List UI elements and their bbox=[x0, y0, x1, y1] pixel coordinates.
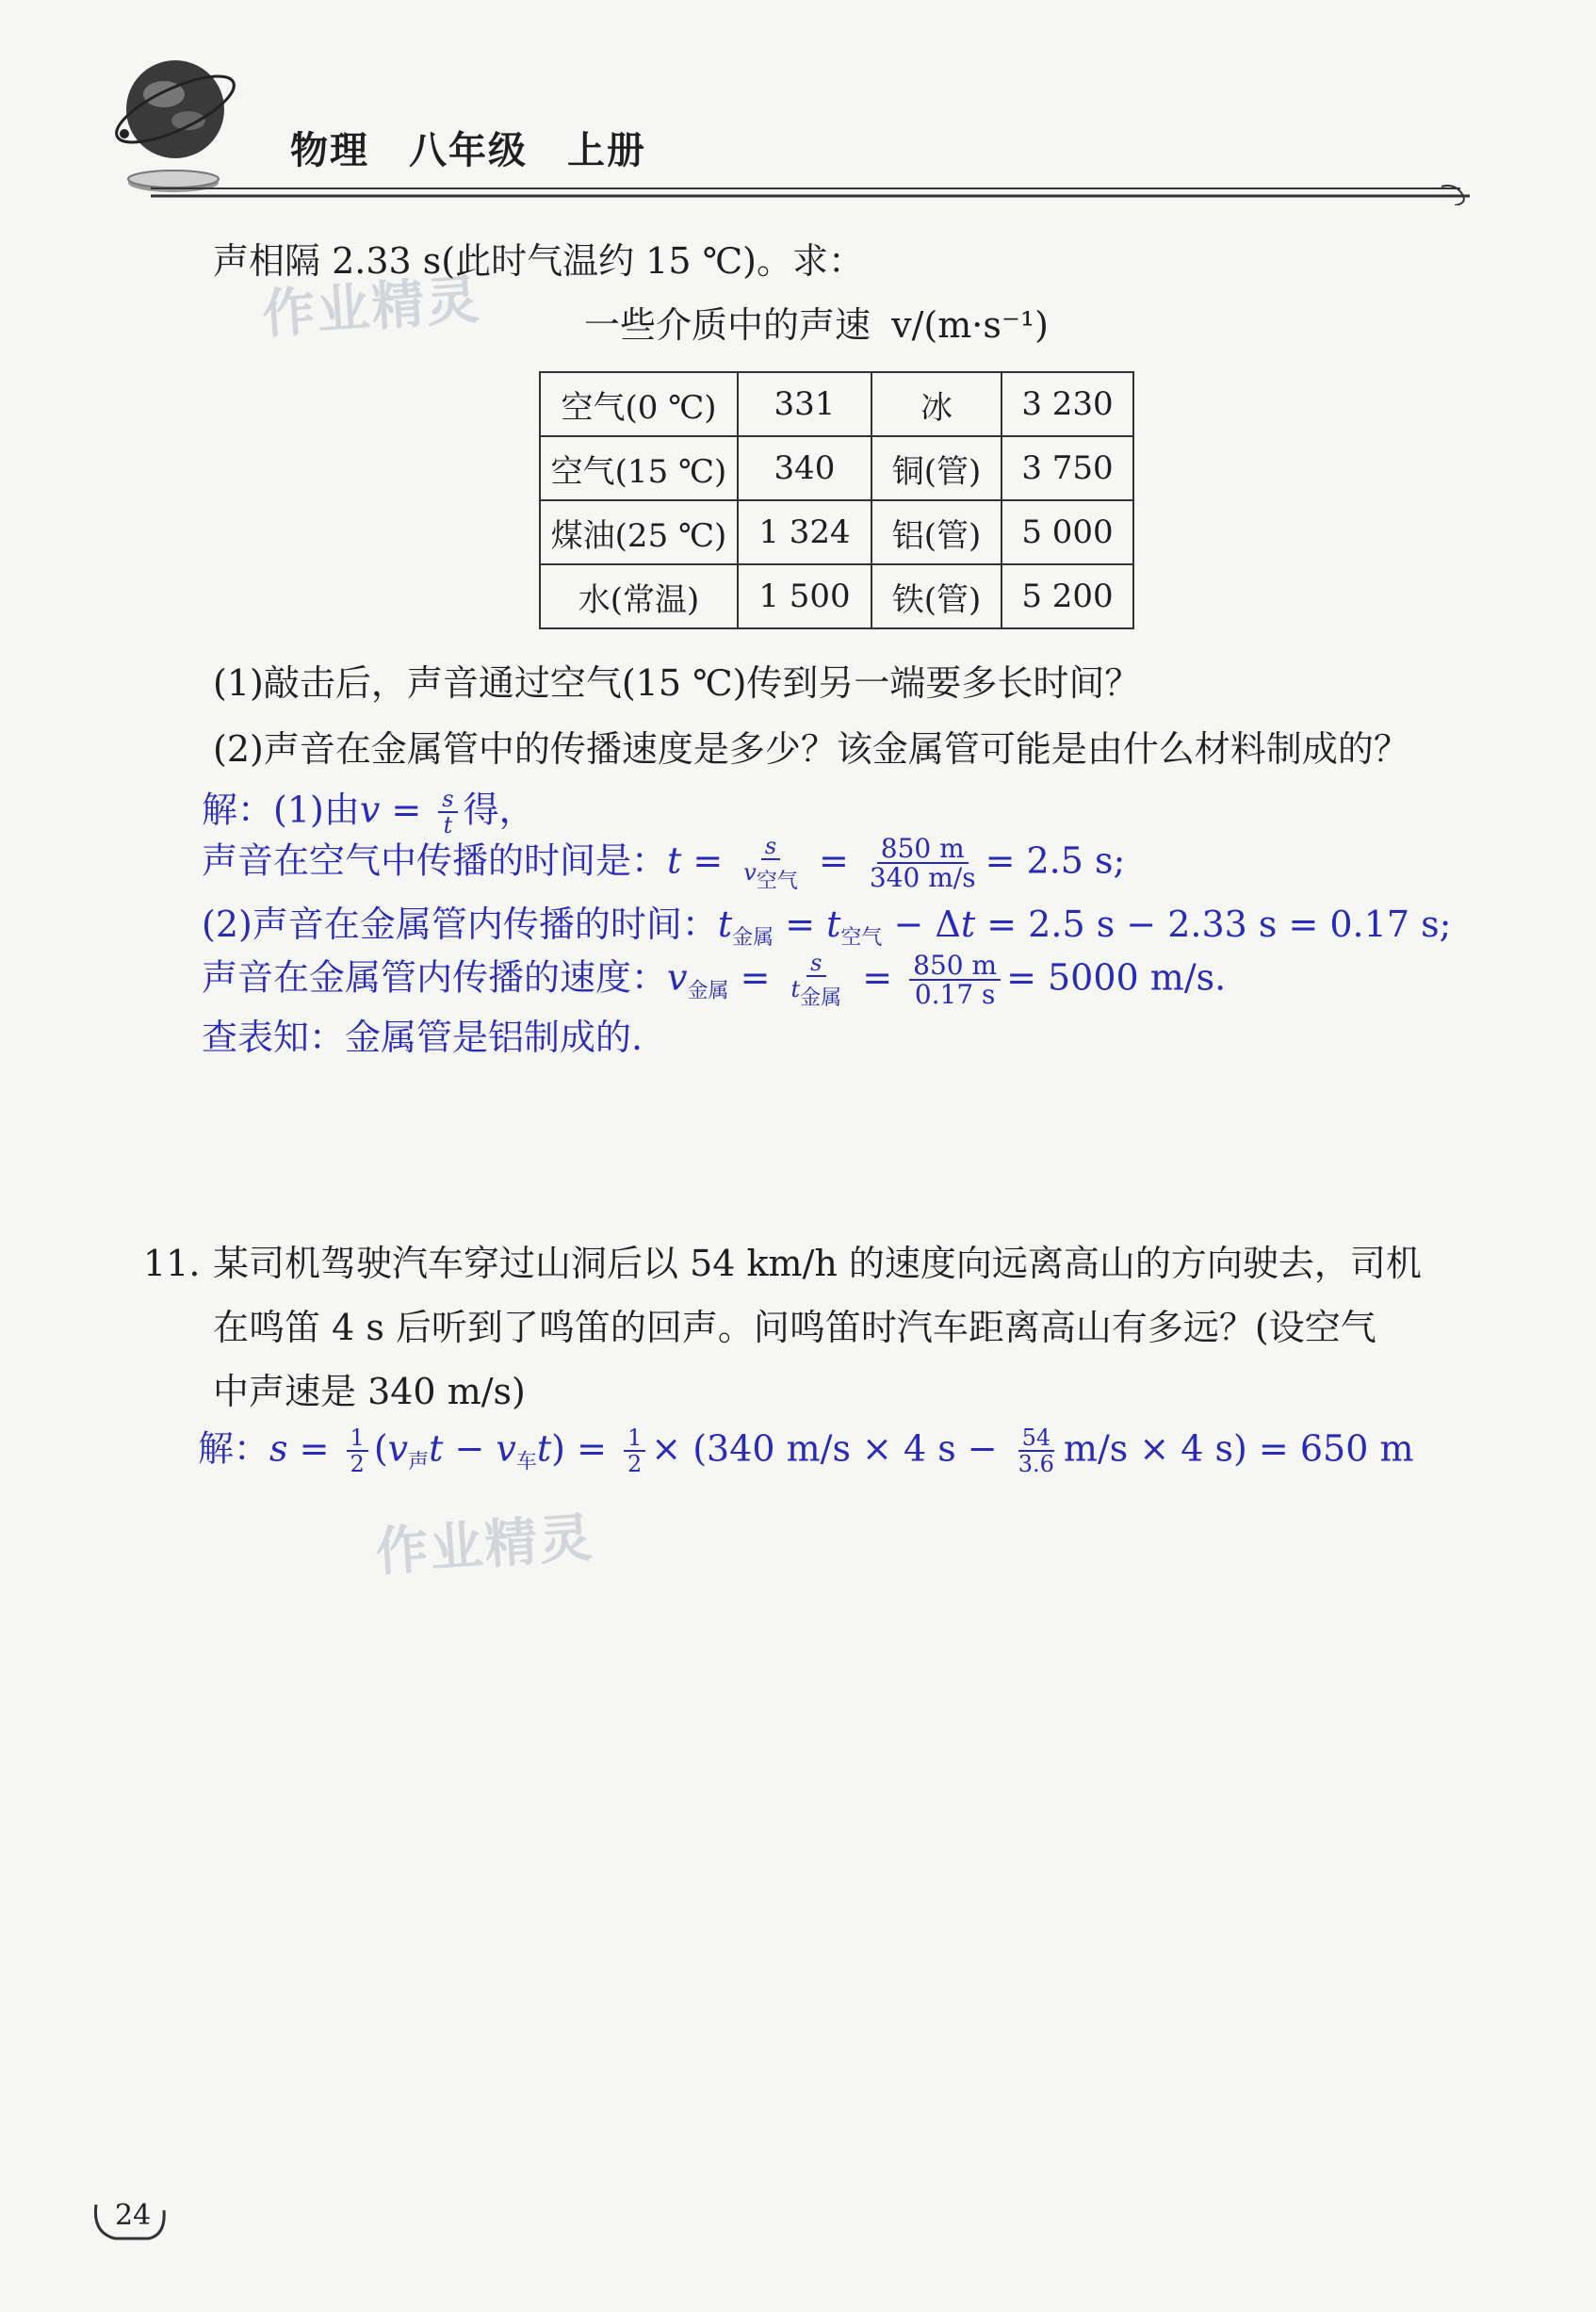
solution-line-1-prefix: 解：(1)由 bbox=[202, 789, 360, 831]
fraction-one-half-a: $\frac{1}{2}$ bbox=[347, 1426, 368, 1477]
table-row bbox=[540, 436, 1133, 500]
table-cell: 空气(0 ℃) bbox=[540, 372, 738, 436]
page-number-badge bbox=[90, 2195, 170, 2244]
solution-11-mid: × (340 m/s × 4 s − bbox=[651, 1427, 998, 1470]
table-cell: 冰 bbox=[871, 372, 1002, 436]
table-cell: 5 000 bbox=[1002, 500, 1133, 564]
q11-line-3: 中声速是 340 m/s) bbox=[213, 1371, 526, 1412]
header-volume: 上册 bbox=[567, 129, 646, 172]
solution-line-2: 声音在空气中传播的时间是：t = $\frac{s}{\text{v空气}}$ = $\frac{850 m}{340 m/s}$ = 2.5 s; bbox=[202, 833, 1126, 894]
fraction-s-over-v-air: $\frac{s}{\text{v空气}}$ bbox=[743, 833, 798, 894]
table-cell: 3 230 bbox=[1002, 372, 1133, 436]
solution-line-2-prefix: 声音在空气中传播的时间是： bbox=[202, 839, 668, 882]
table-row bbox=[540, 500, 1133, 564]
solution-line-4-result: = 5000 m/s. bbox=[1006, 956, 1227, 999]
table-cell: 340 bbox=[738, 436, 871, 500]
solution-line-1: 解：(1)由v = $\frac{s}{t}$ 得， bbox=[202, 786, 535, 839]
question-2: (2)声音在金属管中的传播速度是多少？该金属管可能是由什么材料制成的？ bbox=[213, 728, 1409, 770]
header-rule bbox=[151, 185, 1489, 205]
fraction-s-over-t: $\frac{s}{t}$ bbox=[438, 788, 457, 839]
solution-line-3-prefix: (2)声音在金属管内传播的时间： bbox=[202, 904, 718, 945]
solution-11-prefix: 解： bbox=[198, 1427, 270, 1470]
q11-number: 11. bbox=[143, 1243, 201, 1284]
question-1: (1)敲击后，声音通过空气(15 ℃)传到另一端要多长时间？ bbox=[213, 662, 1141, 704]
solution-line-3-expr: = 2.5 s − 2.33 s = 0.17 s; bbox=[986, 904, 1452, 945]
table-cell: 水(常温) bbox=[540, 564, 738, 628]
table-cell: 1 500 bbox=[738, 564, 871, 628]
table-cell: 3 750 bbox=[1002, 436, 1133, 500]
watermark-2: 作业精灵 bbox=[373, 1506, 596, 1585]
table-caption-prefix: 一些介质中的声速 bbox=[584, 304, 871, 346]
table-cell: 煤油(25 ℃) bbox=[540, 500, 738, 564]
table-cell: 铜(管) bbox=[871, 436, 1002, 500]
header-title bbox=[290, 121, 686, 174]
solution-line-4-prefix: 声音在金属管内传播的速度： bbox=[202, 956, 668, 999]
table-row bbox=[540, 564, 1133, 628]
fraction-54-over-36: $\frac{54}{3.6}$ bbox=[1018, 1425, 1054, 1478]
table-cell: 空气(15 ℃) bbox=[540, 436, 738, 500]
solution-line-3: (2)声音在金属管内传播的时间：$t_{金属} = t_{空气} - \Delta t = 2.5$ s − 2.33 s = 0.17 s; bbox=[202, 904, 1452, 950]
header-subject: 物理 bbox=[290, 129, 369, 172]
watermark-1: 作业精灵 bbox=[260, 269, 483, 347]
q11-line-1: 某司机驾驶汽车穿过山洞后以 54 km/h 的速度向远离高山的方向驶去，司机 bbox=[213, 1243, 1422, 1284]
solution-11-end: m/s × 4 s) = 650 m bbox=[1063, 1427, 1414, 1470]
globe-logo-icon bbox=[111, 55, 239, 196]
fraction-850-over-340: $\frac{850 m}{340 m/s}$ bbox=[869, 833, 976, 894]
fraction-850-over-017: $\frac{850 m}{0.17 s}$ bbox=[909, 952, 1001, 1010]
solution-line-1-suffix: 得， bbox=[463, 789, 535, 831]
table-cell: 331 bbox=[738, 372, 871, 436]
table-cell: 5 200 bbox=[1002, 564, 1133, 628]
intro-line: 声相隔 2.33 s(此时气温约 15 ℃)。求： bbox=[213, 240, 864, 282]
table-cell: 铁(管) bbox=[871, 564, 1002, 628]
fraction-one-half-b: $\frac{1}{2}$ bbox=[624, 1426, 645, 1477]
table-cell: 1 324 bbox=[738, 500, 871, 564]
page-number: 24 bbox=[115, 2199, 152, 2232]
solution-line-2-result: = 2.5 s; bbox=[985, 839, 1126, 882]
table-row bbox=[540, 372, 1133, 436]
q11-line-2: 在鸣笛 4 s 后听到了鸣笛的回声。问鸣笛时汽车距离高山有多远？(设空气 bbox=[213, 1307, 1376, 1348]
table-caption-unit: v/(m·s⁻¹) bbox=[891, 304, 1049, 346]
solution-line-5: 查表知：金属管是铝制成的. bbox=[202, 1017, 643, 1058]
sound-speed-table bbox=[539, 371, 1134, 629]
table-cell: 铝(管) bbox=[871, 500, 1002, 564]
solution-line-4: 声音在金属管内传播的速度：$v_{金属}$ = $\frac{s}{\text{t金属}}$ = $\frac{850 m}{0.17 s}$ = 5000 m/s. bbox=[202, 950, 1227, 1011]
fraction-s-over-t-metal: $\frac{s}{\text{t金属}}$ bbox=[790, 950, 842, 1011]
table-caption bbox=[584, 304, 1049, 346]
header-grade: 八年级 bbox=[409, 129, 528, 172]
solution-11: 解：s = $\frac{1}{2}$ $(v_声t - v_车t)$ = $\frac{1}{2}$ × (340 m/s × 4 s − $\frac{54}{3.6}$ m/s × 4 s) = 650 m bbox=[198, 1425, 1414, 1478]
